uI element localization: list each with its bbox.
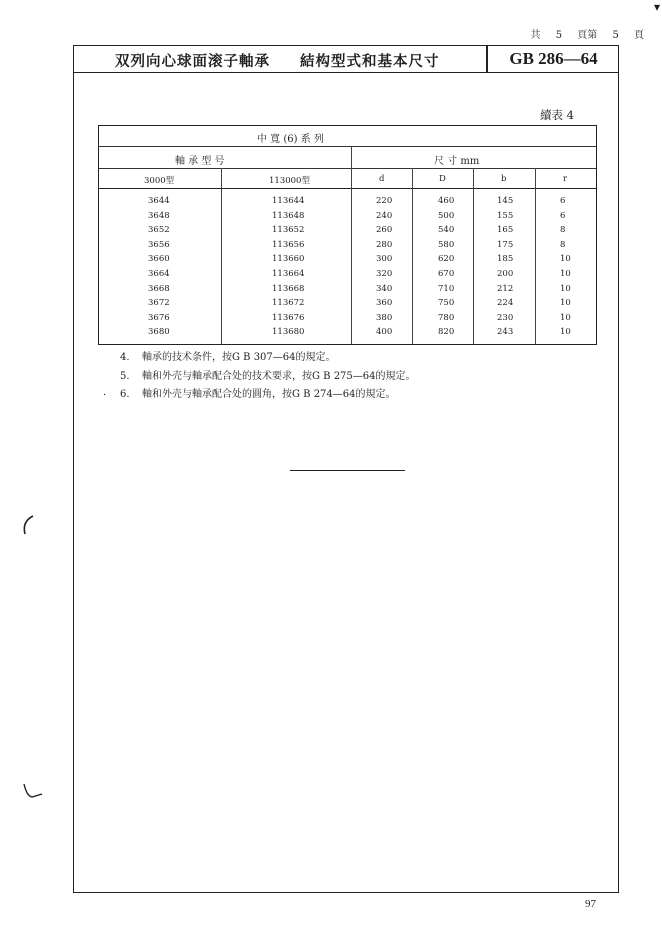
note-number: 6. [120, 389, 130, 400]
ye-di-label: 頁第 [577, 30, 598, 41]
cell-b: 200 [497, 269, 514, 279]
notes-list [120, 349, 416, 405]
table-row [98, 196, 597, 211]
table-row [98, 211, 597, 226]
col-header-113000: 113000型 [269, 176, 310, 186]
cell-3000: 3644 [148, 196, 170, 206]
col-header-b: b [501, 174, 507, 184]
title-part-2: 結构型式和基本尺寸 [300, 54, 440, 70]
corner-mark: ▾ [653, 0, 660, 14]
cell-3000: 3680 [148, 327, 170, 338]
col-header-3000: 3000型 [144, 176, 175, 186]
cell-D: 620 [438, 254, 455, 265]
cell-b: 145 [497, 196, 514, 206]
note-number: 4. [120, 352, 130, 363]
note-text: 軸承的技术条件，按G B 307—64的規定。 [142, 352, 336, 363]
cell-113000: 113648 [272, 210, 305, 221]
page-number: 97 [585, 898, 596, 910]
cell-b: 165 [497, 225, 514, 236]
cell-b: 212 [497, 283, 514, 294]
table-rule [99, 188, 596, 189]
cell-d: 400 [376, 327, 393, 338]
table-row [98, 240, 597, 255]
cell-D: 460 [438, 196, 455, 206]
table-row [98, 254, 597, 269]
cell-113000: 113644 [272, 196, 305, 206]
cell-r: 10 [560, 283, 571, 294]
cell-113000: 113672 [272, 298, 305, 309]
cell-b: 230 [497, 312, 514, 323]
cell-r: 6 [560, 210, 566, 221]
note-text: 軸和外壳与軸承配合处的技术要求，按G B 275—64的規定。 [142, 370, 416, 382]
cell-d: 300 [376, 254, 393, 265]
cell-b: 155 [497, 210, 514, 221]
col-header-r: r [563, 174, 568, 184]
title-part-1: 双列向心球面滚子軸承 [115, 54, 270, 70]
current-page: 5 [612, 30, 619, 41]
cell-3000: 3668 [148, 283, 170, 294]
table-rule [99, 146, 596, 147]
note-number: 5. [120, 370, 130, 382]
col-header-D: D [439, 174, 446, 184]
ye-label: 頁 [634, 30, 644, 41]
margin-mark [22, 782, 46, 802]
cell-r: 10 [560, 298, 571, 309]
table-row [98, 313, 597, 328]
cell-113000: 113668 [272, 283, 305, 294]
cell-b: 175 [497, 239, 514, 250]
cell-d: 240 [376, 210, 393, 221]
document-title [73, 47, 489, 71]
cell-3000: 3660 [148, 254, 170, 265]
standard-number: GB 286—64 [509, 49, 598, 68]
cell-D: 540 [438, 225, 455, 236]
cell-D: 820 [438, 327, 455, 338]
table-row [98, 269, 597, 284]
cell-3000: 3672 [148, 298, 170, 309]
cell-b: 243 [497, 327, 514, 338]
cell-113000: 113656 [272, 239, 305, 250]
cell-113000: 113652 [272, 225, 305, 236]
cell-d: 360 [376, 298, 393, 309]
cell-113000: 113680 [272, 327, 305, 338]
cell-r: 10 [560, 327, 571, 338]
cell-3000: 3648 [148, 210, 170, 221]
cell-113000: 113664 [272, 269, 305, 279]
continued-table-label: 續表 4 [540, 108, 574, 122]
cell-d: 380 [376, 312, 393, 323]
cell-D: 780 [438, 312, 455, 323]
cell-3000: 3676 [148, 312, 170, 323]
gong-label: 共 [530, 30, 541, 41]
table-row [98, 327, 597, 342]
end-rule [290, 470, 405, 471]
cell-3000: 3656 [148, 239, 170, 250]
size-header: 尺 寸 mm [434, 156, 480, 167]
note-item [120, 368, 416, 387]
cell-113000: 113660 [272, 254, 305, 265]
cell-d: 280 [376, 239, 393, 250]
note-text: 軸和外壳与軸承配合处的圓角，按G B 274—64的規定。 [142, 389, 396, 400]
cell-D: 500 [438, 210, 455, 221]
cell-d: 220 [376, 196, 393, 206]
cell-D: 710 [438, 283, 455, 294]
note-item [120, 386, 416, 405]
cell-D: 750 [438, 298, 455, 309]
cell-r: 6 [560, 196, 566, 206]
cell-D: 580 [438, 239, 455, 250]
model-header: 軸 承 型 号 [175, 156, 225, 167]
note-item [120, 349, 416, 368]
page-count-line [519, 26, 645, 41]
cell-D: 670 [438, 269, 455, 279]
series-header: 中 寬 (6) 系 列 [257, 134, 324, 145]
cell-d: 320 [376, 269, 393, 279]
cell-r: 8 [560, 225, 566, 236]
cell-r: 10 [560, 269, 571, 279]
table-row [98, 298, 597, 313]
cell-r: 8 [560, 239, 566, 250]
margin-mark [20, 514, 36, 536]
table-rule [99, 168, 596, 169]
cell-b: 185 [497, 254, 514, 265]
col-header-d: d [379, 174, 385, 184]
cell-r: 10 [560, 254, 571, 265]
table-row [98, 225, 597, 240]
total-pages: 5 [555, 30, 563, 41]
cell-3000: 3664 [148, 269, 170, 279]
cell-3000: 3652 [148, 225, 170, 236]
cell-d: 340 [376, 283, 393, 294]
cell-113000: 113676 [272, 312, 305, 323]
margin-dot: · [103, 390, 107, 401]
cell-d: 260 [376, 225, 393, 236]
table-row [98, 284, 597, 299]
cell-r: 10 [560, 312, 571, 323]
cell-b: 224 [497, 298, 514, 309]
